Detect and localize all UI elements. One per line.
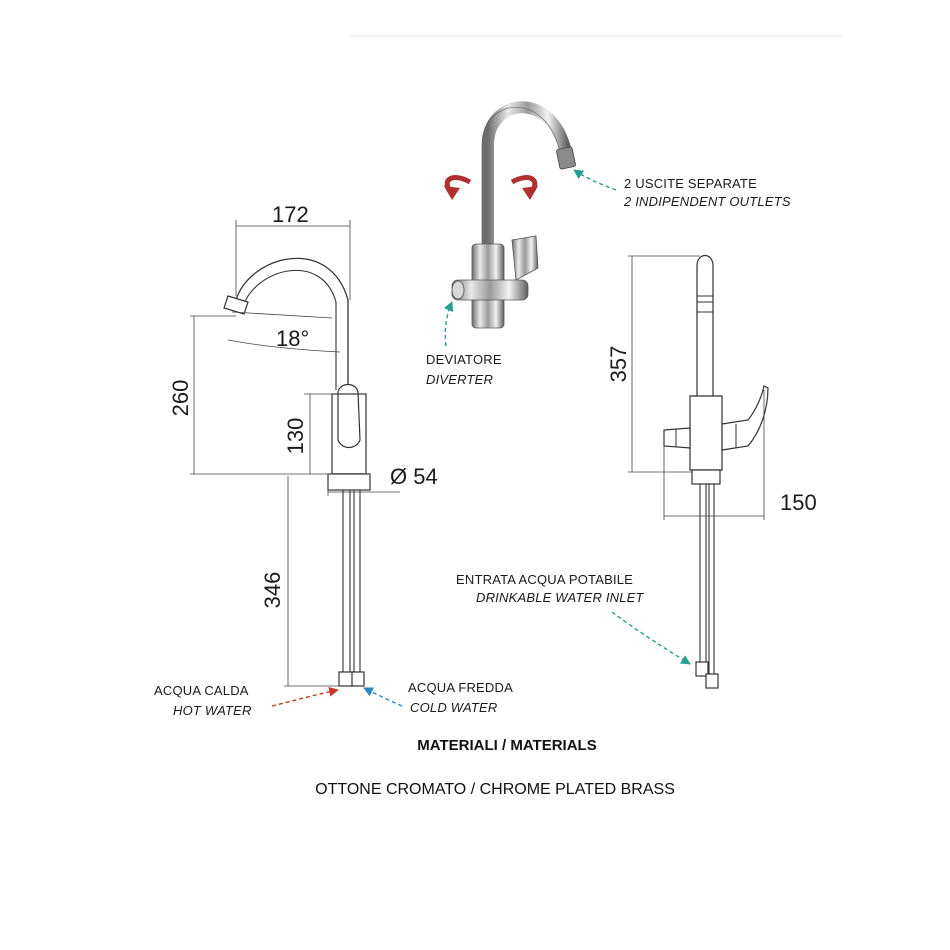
inlet-label-en: DRINKABLE WATER INLET [476, 590, 644, 605]
faucet-render [444, 107, 576, 328]
outlets-label-en: 2 INDIPENDENT OUTLETS [624, 194, 791, 209]
outlets-label-it: 2 USCITE SEPARATE [624, 176, 757, 191]
cold-connector [352, 672, 364, 686]
inlet-label-it: ENTRATA ACQUA POTABILE [456, 572, 634, 587]
dim-hose-length: 346 [260, 571, 285, 609]
dim-base-diameter: Ø 54 [390, 464, 438, 489]
spout-tip [224, 296, 248, 314]
dim-total-height: 260 [168, 379, 193, 417]
dim-body-height: 130 [283, 417, 308, 455]
cold-water-arrow [364, 688, 402, 706]
inlet-arrow [612, 612, 690, 664]
spout-outer [236, 258, 348, 390]
hot-connector [339, 672, 353, 686]
side-lever [722, 386, 768, 450]
side-body [690, 396, 722, 470]
side-base [692, 470, 720, 484]
render-lever [512, 236, 538, 280]
diverter-arrow [445, 302, 452, 346]
side-connector-2 [706, 674, 718, 688]
materials-value: OTTONE CROMATO / CHROME PLATED BRASS [315, 781, 675, 798]
side-view [628, 256, 768, 689]
dim-spout-angle: 18° [276, 326, 310, 351]
dim-side-depth: 150 [780, 490, 817, 515]
diverter-label-it: DEVIATORE [426, 352, 502, 367]
outlets-arrow [574, 170, 616, 190]
hot-water-arrow [272, 690, 338, 706]
cold-water-label-en: COLD WATER [410, 700, 498, 715]
dim-side-height: 357 [606, 345, 631, 383]
materials-title: MATERIALI / MATERIALS [417, 737, 597, 754]
hot-water-label-it: ACQUA CALDA [154, 683, 249, 698]
hot-water-label-en: HOT WATER [173, 703, 252, 718]
faucet-base [328, 474, 370, 490]
dim-spout-reach: 172 [272, 202, 309, 227]
diverter-label-en: DIVERTER [426, 372, 494, 387]
cold-water-label-it: ACQUA FREDDA [408, 680, 513, 695]
side-diverter [664, 428, 690, 448]
